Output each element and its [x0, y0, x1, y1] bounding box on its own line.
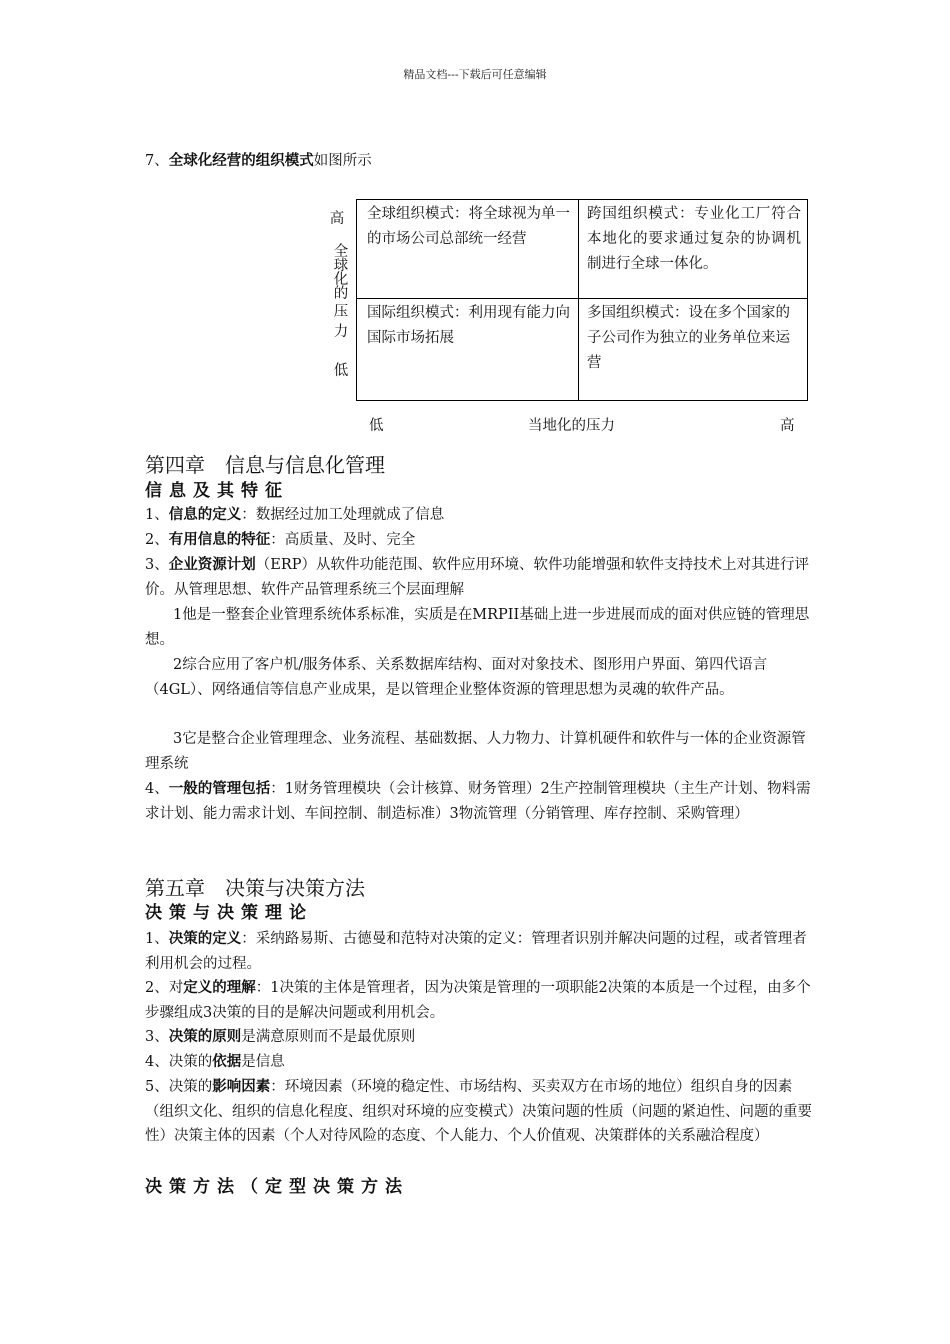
item-7-line	[145, 149, 813, 174]
ch5-para-2	[145, 976, 813, 1025]
para-text: ：1财务管理模块（会计核算、财务管理）2生产控制管理模块（主生产计划、物料需求计划、能力需求计划、车间控制、制造标准）3物流管理（分销管理、库存控制、采购管理）	[145, 781, 811, 822]
y-axis-char: 球	[333, 258, 349, 274]
x-axis-high-label: 高	[780, 418, 795, 434]
para-text: ：采纳路易斯、古德曼和范特对决策的定义：管理者识别并解决问题的过程，或者管理者利用机会的过程。	[145, 931, 807, 972]
chapter-4-title: 第四章 信息与信息化管理	[145, 453, 385, 477]
para-prefix: 2、对	[145, 980, 184, 996]
y-axis-char: 全	[333, 244, 349, 260]
item-number: 7、	[145, 153, 169, 169]
matrix-cell-multinational: 多国组织模式：设在多个国家的子公司作为独立的业务单位来运营	[587, 305, 790, 371]
matrix-cell-transnational: 跨国组织模式：专业化工厂符合本地化的要求通过复杂的协调机制进行全球一体化。	[587, 206, 801, 272]
page-header: 精品文档---下载后可任意编辑	[403, 68, 547, 81]
chapter-5-title: 第五章 决策与决策方法	[145, 876, 365, 900]
matrix-cell-international: 国际组织模式：利用现有能力向国际市场拓展	[367, 305, 570, 346]
y-axis-char: 的	[333, 286, 349, 302]
chapter-5-subtitle: 决策与决策理论	[145, 903, 313, 923]
para-prefix: 5、决策的	[145, 1079, 213, 1095]
ch4-para-3c: 3它是整合企业管理理念、业务流程、基础数据、人力物力、计算机硬件和软件与一体的企业资源管理系统	[145, 731, 806, 772]
para-text: 是信息	[241, 1054, 285, 1070]
para-term: 决策的定义	[168, 930, 242, 947]
para-term: 影响因素	[212, 1078, 271, 1095]
para-text: （ERP）从软件功能范围、软件应用环境、软件功能增强和软件支持技术上对其进行评价。从管理思想、软件产品管理系统三个层面理解	[145, 557, 809, 598]
ch4-para-2	[145, 528, 813, 553]
ch4-para-3	[145, 553, 813, 602]
para-term: 有用信息的特征	[168, 531, 271, 548]
para-text: ：高质量、及时、完全	[270, 532, 416, 548]
chapter-4-subtitle: 信息及其特征	[145, 481, 289, 501]
para-number: 3、	[145, 557, 169, 573]
x-axis-title: 当地化的压力	[528, 418, 615, 434]
y-axis-char: 力	[333, 324, 349, 340]
para-term: 依据	[212, 1053, 242, 1070]
ch4-para-4	[145, 777, 813, 826]
para-number: 3、	[145, 1029, 169, 1045]
para-text: ：1决策的主体是管理者，因为决策是管理的一项职能2决策的本质是一个过程，由多个步骤组成3决策的目的是解决问题或利用机会。	[145, 980, 811, 1021]
para-term: 企业资源计划	[168, 556, 256, 573]
matrix-cell-global: 全球组织模式：将全球视为单一的市场公司总部统一经营	[367, 206, 570, 247]
ch5-para-1	[145, 927, 813, 976]
para-term: 一般的管理包括	[168, 780, 271, 797]
org-mode-matrix	[356, 199, 808, 401]
para-term: 定义的理解	[183, 979, 256, 996]
para-term: 决策的原则	[168, 1028, 242, 1045]
ch4-para-1	[145, 503, 813, 528]
para-number: 2、	[145, 532, 169, 548]
para-number: 4、	[145, 781, 169, 797]
para-text: 是满意原则而不是最优原则	[241, 1029, 416, 1045]
para-text: ：环境因素（环境的稳定性、市场结构、买卖双方在市场的地位）组织自身的因素（组织文化、组织的信息化程度、组织对环境的应变模式）决策问题的性质（问题的紧迫性、问题的重要性）决策主体的因素（个人对待风险的态度、个人能力、个人价值观、决策群体的关系融洽程度）	[145, 1079, 812, 1144]
para-number: 1、	[145, 931, 169, 947]
y-axis-low-label: 低	[333, 363, 349, 379]
x-axis-low-label: 低	[369, 418, 384, 434]
y-axis-char: 压	[333, 304, 349, 320]
para-text: ：数据经过加工处理就成了信息	[241, 507, 445, 523]
para-prefix: 4、决策的	[145, 1054, 213, 1070]
item-bold: 全球化经营的组织模式	[168, 152, 314, 169]
para-term: 信息的定义	[168, 506, 242, 523]
matrix-divider-vertical	[578, 200, 579, 400]
y-axis-char: 化	[333, 272, 349, 288]
matrix-divider-horizontal	[357, 298, 807, 299]
ch5-para-3	[145, 1025, 813, 1050]
chapter-5-subtitle-2: 决策方法（定型决策方法	[145, 1177, 409, 1197]
ch4-para-3a: 1他是一整套企业管理系统体系标准，实质是在MRPII基础上进一步进展而成的面对供应链的管理思想。	[145, 607, 810, 648]
y-axis-title	[331, 245, 351, 339]
para-number: 1、	[145, 507, 169, 523]
ch5-para-4	[145, 1050, 813, 1075]
y-axis-high-label: 高	[329, 211, 345, 227]
ch4-para-3b: 2综合应用了客户机/服务体系、关系数据库结构、面对对象技术、图形用户界面、第四代语言（4GL）、网络通信等信息产业成果，是以管理企业整体资源的管理思想为灵魂的软件产品。	[145, 657, 768, 698]
ch5-para-5	[145, 1075, 813, 1149]
item-text: 如图所示	[313, 153, 372, 169]
